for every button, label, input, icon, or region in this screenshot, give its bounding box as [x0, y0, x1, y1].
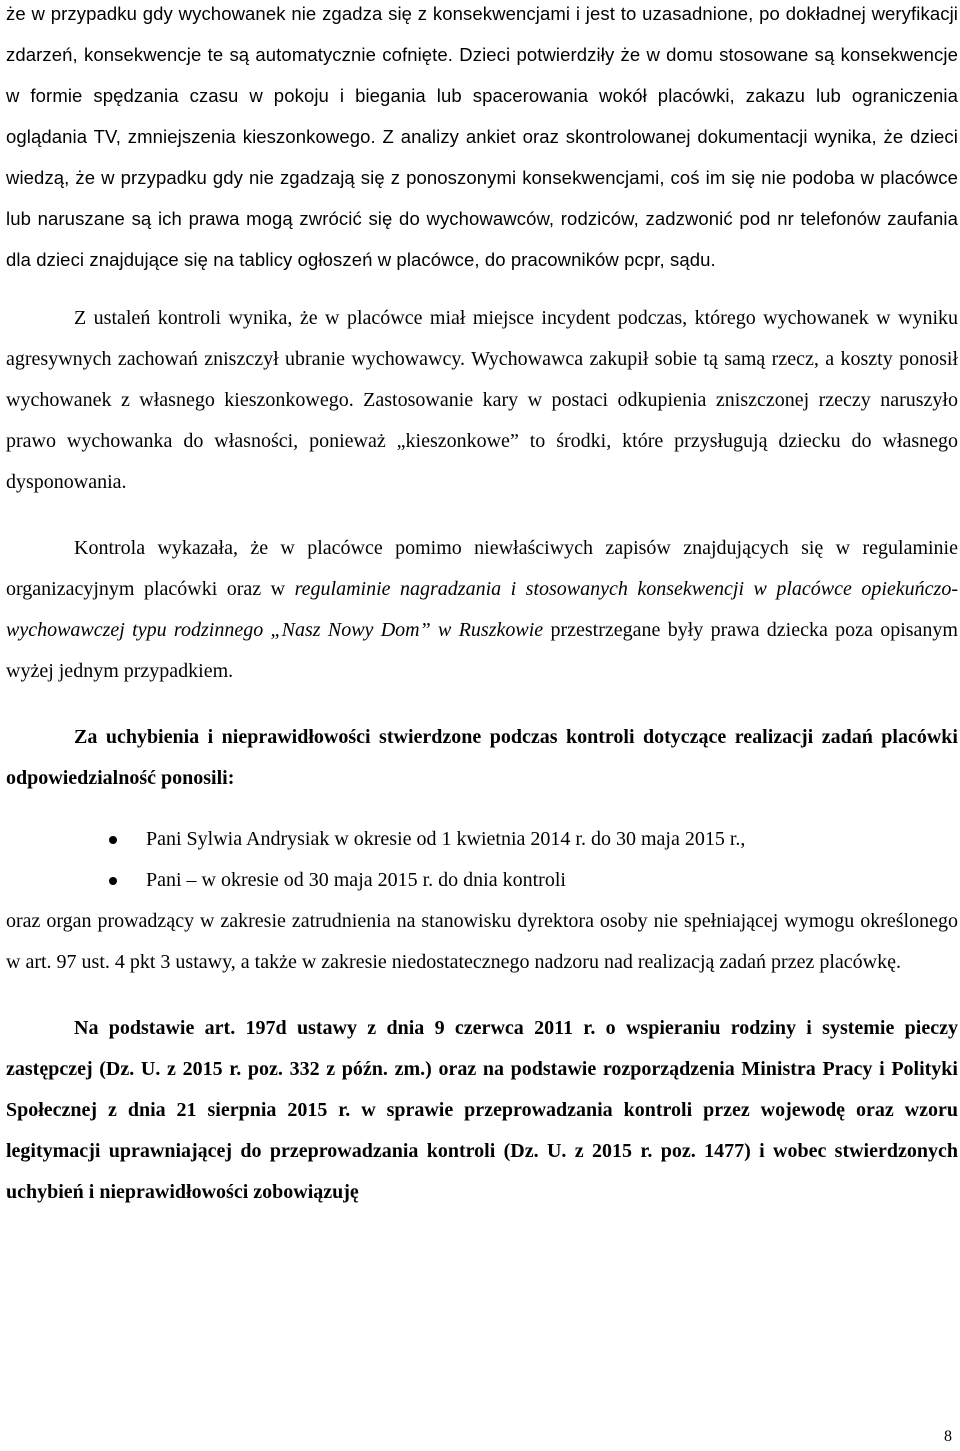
list-item-text: Pani – w okresie od 30 maja 2015 r. do dnia kontroli — [146, 869, 566, 891]
page-number: 8 — [944, 1428, 952, 1445]
list-item-text: Pani Sylwia Andrysiak w okresie od 1 kwietnia 2014 r. do 30 maja 2015 r., — [146, 828, 746, 850]
paragraph-governing-body: oraz organ prowadzący w zakresie zatrudnienia na stanowisku dyrektora osoby nie spełniającej wymogu określonego w art. 97 ust. 4 pkt 3 ustawy, a także w zakresie niedostatecznego nadzoru nad realizacją zadań przez placówkę. — [6, 910, 958, 973]
list-item — [109, 819, 958, 860]
findings-text-start: Kontrola wykazała, że w placówce pomimo niewłaściwych zapisów znajdujących się w regulaminie organizacyjnym placówki oraz w — [6, 537, 958, 600]
paragraph-legal-basis: Na podstawie art. 197d ustawy z dnia 9 czerwca 2011 r. o wspieraniu rodziny i systemie pieczy zastępczej (Dz. U. z 2015 r. poz. 332 z późn. zm.) oraz na podstawie rozporządzenia Ministra Pracy i Polityki Społecznej z dnia 21 sierpnia 2015 r. w sprawie przeprowadzania kontroli przez wojewodę oraz wzoru legitymacji uprawniającej do przeprowadzania kontroli (Dz. U. z 2015 r. poz. 1477) i wobec stwierdzonych uchybień i nieprawidłowości zobowiązuję — [6, 1017, 958, 1203]
document-page — [6, 0, 958, 1213]
paragraph-spacer — [6, 692, 958, 717]
bullet-icon — [109, 877, 117, 885]
paragraph-spacer — [6, 503, 958, 528]
paragraph-spacer — [6, 799, 958, 819]
findings-text-end: przestrzegane były prawa dziecka poza opisanym wyżej jednym przypadkiem. — [6, 619, 958, 682]
paragraph-consequences: że w przypadku gdy wychowanek nie zgadza się z konsekwencjami i jest to uzasadnione, po dokładnej weryfikacji zdarzeń, konsekwencje te są automatycznie cofnięte. Dzieci potwierdziły że w domu stosowane są konsekwencje w formie spędzania czasu w pokoju i biegania lub spacerowania wokół placówki, zakazu lub ograniczenia oglądania TV, zmniejszenia kieszonkowego. Z analizy ankiet oraz skontrolowanej dokumentacji wynika, że dzieci wiedzą, że w przypadku gdy nie zgadzają się z ponoszonymi konsekwencjami, coś im się nie podoba w placówce lub naruszane są ich prawa mogą zwrócić się do wychowawców, rodziców, zadzwonić pod nr telefonów zaufania dla dzieci znajdujące się na tablicy ogłoszeń w placówce, do pracowników pcpr, sądu. — [6, 3, 958, 270]
responsible-persons-list — [6, 819, 958, 901]
paragraph-spacer — [6, 280, 958, 298]
responsibility-heading: Za uchybienia i nieprawidłowości stwierdzone podczas kontroli dotyczące realizacji zadań placówki odpowiedzialność ponosili: — [6, 726, 958, 789]
regulation-title: regulaminie nagradzania i stosowanych konsekwencji w placówce opiekuńczo-wychowawczej typu rodzinnego „Nasz Nowy Dom” w Ruszkowie — [6, 578, 958, 641]
bullet-icon — [109, 836, 117, 844]
list-item — [109, 860, 958, 901]
paragraph-inspection-findings — [6, 528, 958, 692]
paragraph-spacer — [6, 983, 958, 1008]
paragraph-incident: Z ustaleń kontroli wynika, że w placówce miał miejsce incydent podczas, którego wychowanek w wyniku agresywnych zachowań zniszczył ubranie wychowawcy. Wychowawca zakupił sobie tą samą rzecz, a koszty ponosił wychowanek z własnego kieszonkowego. Zastosowanie kary w postaci odkupienia zniszczonej rzeczy naruszyło prawo wychowanka do własności, ponieważ „kieszonkowe” to środki, które przysługują dziecku do własnego dysponowania. — [6, 307, 958, 493]
